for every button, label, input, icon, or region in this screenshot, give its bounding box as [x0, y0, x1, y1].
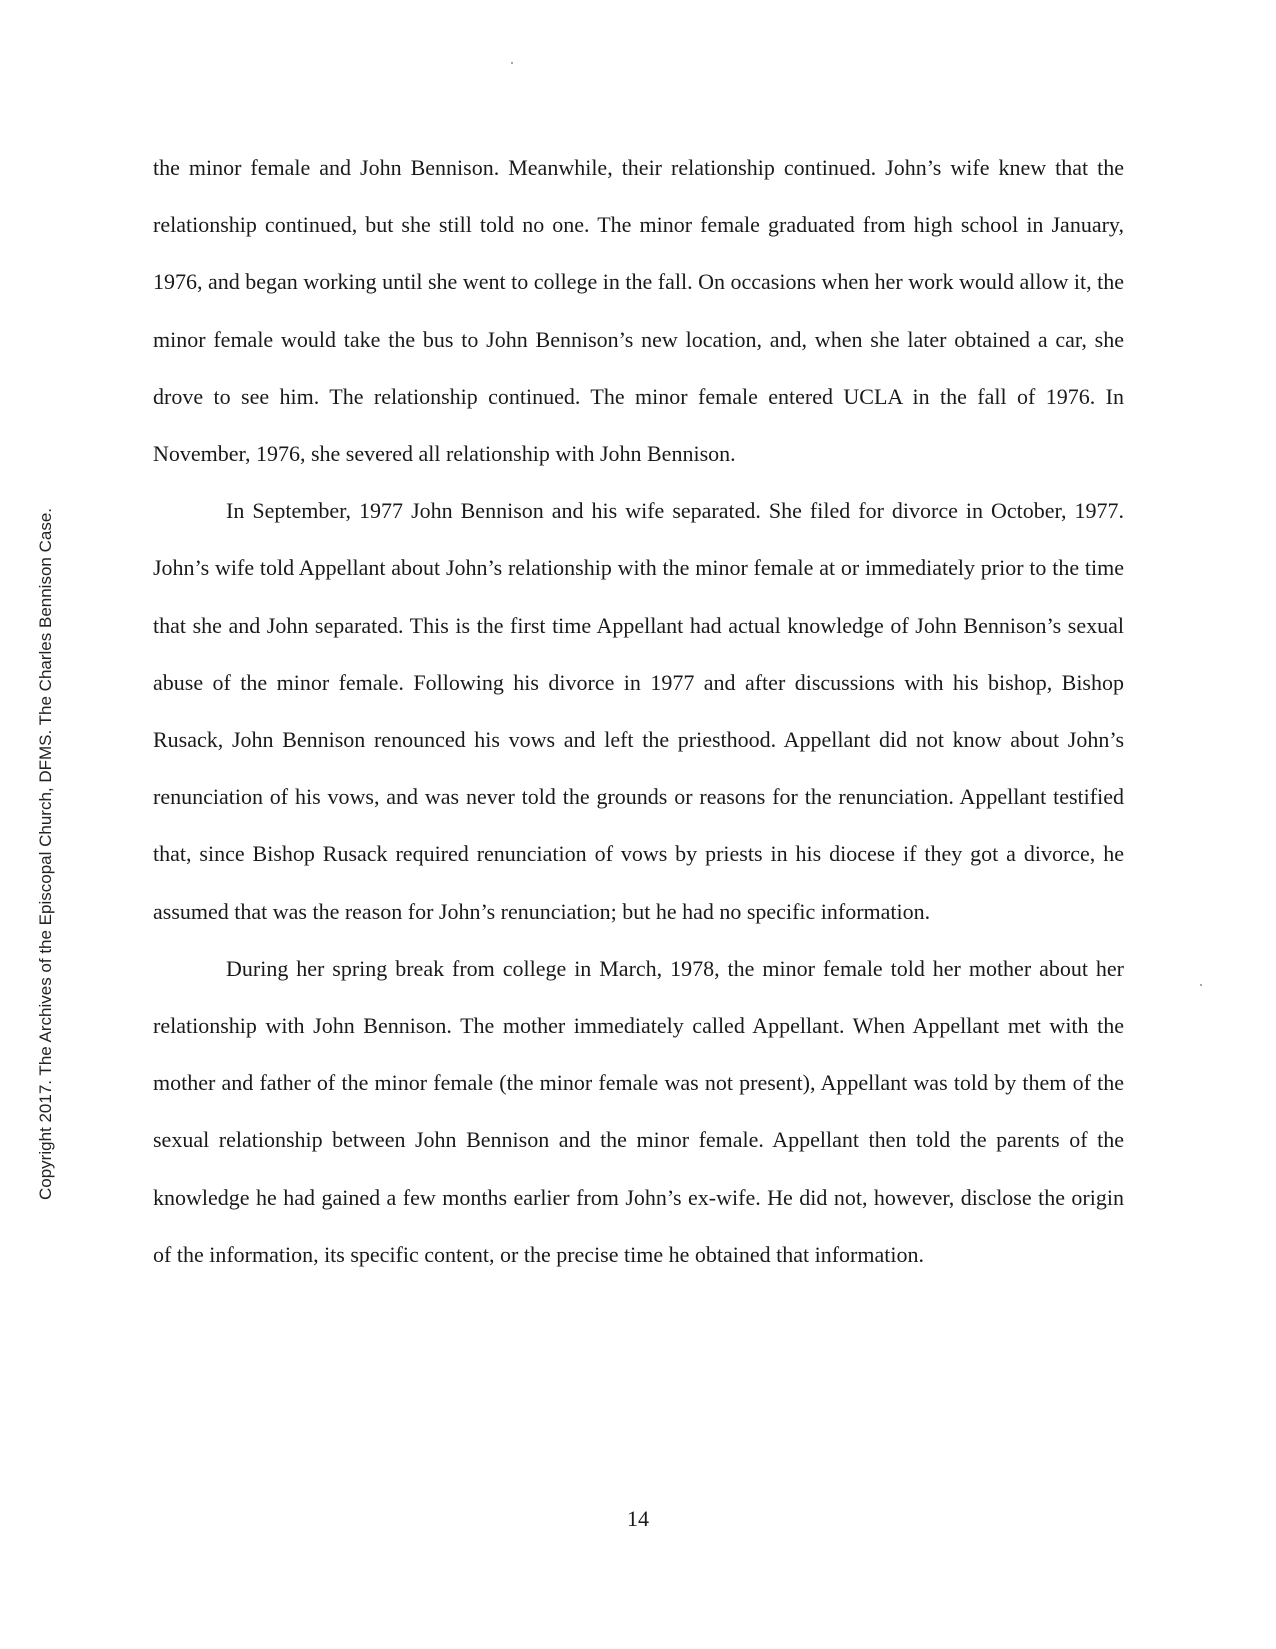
scan-speck	[511, 62, 513, 64]
paragraph-spring-break: During her spring break from college in March, 1978, the minor female told her mother about her relationship with John Bennison. The mother immediately called Appellant. When Appellant met with the mother and father of the minor female (the minor female was not present), Appellant was told by them of the sexual relationship between John Bennison and the minor female. Appellant then told the parents of the knowledge he had gained a few months earlier from John’s ex-wife. He did not, however, disclose the origin of the information, its specific content, or the precise time he obtained that information.	[153, 955, 1124, 1267]
paragraph-continued: the minor female and John Bennison. Meanwhile, their relationship continued. John’s wife knew that the relationship continued, but she still told no one. The minor female graduated from high school in January, 1976, and began working until she went to college in the fall. On occasions when her work would allow it, the minor female would take the bus to John Bennison’s new location, and, when she later obtained a car, she drove to see him. The relationship continued. The minor female entered UCLA in the fall of 1976. In November, 1976, she severed all relationship with John Bennison.	[153, 155, 1124, 467]
scan-speck	[1200, 984, 1202, 986]
copyright-margin-note: Copyright 2017. The Archives of the Episcopal Church, DFMS. The Charles Bennison Case.	[36, 507, 55, 1200]
paragraph-separation: In September, 1977 John Bennison and his wife separated. She filed for divorce in October, 1977. John’s wife told Appellant about John’s relationship with the minor female at or immediately prior to the time that she and John separated. This is the first time Appellant had actual knowledge of John Bennison’s sexual abuse of the minor female. Following his divorce in 1977 and after discussions with his bishop, Bishop Rusack, John Bennison renounced his vows and left the priesthood. Appellant did not know about John’s renunciation of his vows, and was never told the grounds or reasons for the renunciation. Appellant testified that, since Bishop Rusack required renunciation of vows by priests in his diocese if they got a divorce, he assumed that was the reason for John’s renunciation; but he had no specific information.	[153, 498, 1124, 924]
document-body	[153, 139, 1124, 1283]
page-number: 14	[627, 1506, 649, 1531]
